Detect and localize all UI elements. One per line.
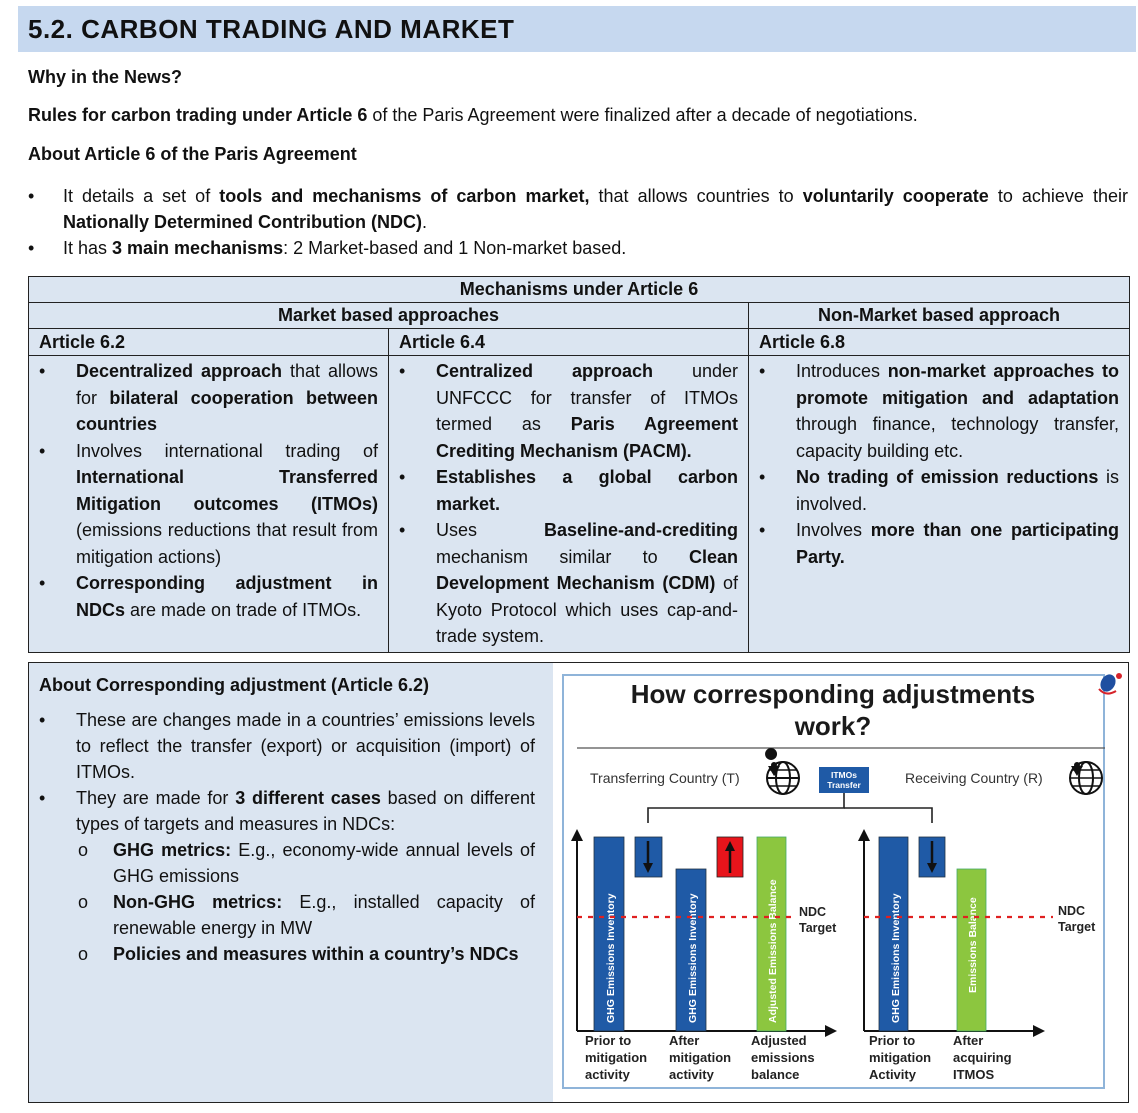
- list-item: • Decentralized approach that allows for bilateral cooperation between countries: [39, 358, 378, 438]
- bullet-icon: •: [399, 520, 406, 540]
- list-item: • No trading of emission reductions is involved.: [759, 464, 1119, 517]
- bullet-icon: •: [39, 710, 46, 730]
- circle-bullet-icon: o: [78, 840, 89, 860]
- bullet-icon: •: [759, 361, 766, 381]
- ca-text-panel: [29, 663, 553, 1102]
- article-6-4-cell: [389, 356, 749, 653]
- figure-title-line1: How corresponding adjustments: [630, 679, 1036, 709]
- ndc-label-right-2: Target: [1058, 920, 1096, 934]
- xlabel-l2-1: Adjusted: [751, 1033, 807, 1048]
- ndc-label-left-2: Target: [799, 921, 837, 935]
- sub-list-item: o GHG metrics: E.g., economy-wide annual levels of GHG emissions: [39, 837, 535, 889]
- bullet-icon: •: [39, 573, 46, 593]
- xlabel-r1-1: After: [953, 1033, 984, 1048]
- about-bullet: • It details a set of tools and mechanisms of carbon market, that allows countries to voluntarily cooperate to achieve their Nationally Determined Contribution (NDC).: [28, 183, 1128, 235]
- ndc-label-left-1: NDC: [799, 905, 827, 919]
- xlabel-r0-3: Activity: [869, 1067, 916, 1082]
- bar-emissions-balance-label: Emissions Balance: [967, 897, 979, 993]
- list-item: • Uses Baseline-and-crediting mechanism similar to Clean Development Mechanism (CDM) of Kyoto Protocol which uses cap-and-trade system.: [399, 517, 738, 650]
- globe-pin-icon-transferring: [765, 748, 799, 794]
- article-6-8-cell: [749, 356, 1130, 653]
- bullet-icon: •: [759, 520, 766, 540]
- bar-after-ghg-label: GHG Emissions Inventory: [687, 893, 699, 1023]
- list-item: • Involves more than one participating Party.: [759, 517, 1119, 570]
- list-item: • Corresponding adjustment in NDCs are made on trade of ITMOs.: [39, 570, 378, 623]
- xlabel-l1-1: After: [669, 1033, 700, 1048]
- market-header: Market based approaches: [29, 303, 749, 329]
- why-heading: Why in the News?: [28, 67, 183, 87]
- ndc-label-right-1: NDC: [1058, 904, 1086, 918]
- bullet-icon: •: [28, 186, 35, 206]
- transferring-country-label: Transferring Country (T): [590, 770, 740, 786]
- news-rest: of the Paris Agreement were finalized after a decade of negotiations.: [367, 105, 918, 125]
- ca-list: [39, 707, 535, 967]
- about-heading: About Article 6 of the Paris Agreement: [28, 144, 357, 164]
- xlabel-l2-3: balance: [751, 1067, 800, 1082]
- left-x-arrow-icon: [825, 1025, 837, 1037]
- sub-list-item: o Policies and measures within a country’s NDCs: [39, 941, 535, 967]
- table-title: Mechanisms under Article 6: [29, 277, 1130, 303]
- itmos-label-2: Transfer: [827, 780, 861, 790]
- bar-right-prior-label: GHG Emissions Inventory: [890, 893, 902, 1023]
- bullet-icon: •: [39, 788, 46, 808]
- list-item: • These are changes made in a countries’ emissions levels to reflect the transfer (export) or acquisition (import) of ITMOs.: [39, 707, 535, 785]
- xlabel-l2-2: emissions: [751, 1050, 815, 1065]
- list-item: • They are made for 3 different cases based on different types of targets and measures in NDCs:: [39, 785, 535, 837]
- nonmarket-header: Non-Market based approach: [749, 303, 1130, 329]
- xlabel-l0-1: Prior to: [585, 1033, 632, 1048]
- receiving-country-label: Receiving Country (R): [905, 770, 1043, 786]
- xlabel-l1-3: activity: [669, 1067, 714, 1082]
- article-6-2-cell: [29, 356, 389, 653]
- transfer-connector-right: [844, 808, 932, 823]
- left-y-arrow-icon: [571, 829, 583, 841]
- transfer-connector-left: [648, 793, 844, 823]
- circle-bullet-icon: o: [78, 944, 89, 964]
- circle-bullet-icon: o: [78, 892, 89, 912]
- list-item: • Involves international trading of International Transferred Mitigation outcomes (ITMOs) (emissions reductions that result from mitigation actions): [39, 438, 378, 571]
- about-bullet: • It has 3 main mechanisms: 2 Market-based and 1 Non-market based.: [28, 235, 1128, 261]
- bar-prior-ghg-label: GHG Emissions Inventory: [605, 893, 617, 1023]
- xlabel-r1-3: ITMOS: [953, 1067, 995, 1082]
- xlabel-l0-3: activity: [585, 1067, 630, 1082]
- bullet-icon: •: [39, 361, 46, 381]
- news-bold: Rules for carbon trading under Article 6: [28, 105, 368, 125]
- list-item: • Introduces non-market approaches to promote mitigation and adaptation through finance, technology transfer, capacity building etc.: [759, 358, 1119, 464]
- news-text: [28, 105, 918, 126]
- bullet-icon: •: [759, 467, 766, 487]
- figure-title-line2: work?: [794, 711, 872, 741]
- xlabel-l1-2: mitigation: [669, 1050, 732, 1065]
- xlabel-l0-2: mitigation: [585, 1050, 648, 1065]
- list-item: • Centralized approach under UNFCCC for transfer of ITMOs termed as Paris Agreement Crediting Mechanism (PACM).: [399, 358, 738, 464]
- corresponding-adjustments-figure: [553, 663, 1128, 1102]
- article-6-8-header: Article 6.8: [749, 329, 1130, 356]
- article-6-4-header: Article 6.4: [389, 329, 749, 356]
- right-x-arrow-icon: [1033, 1025, 1045, 1037]
- ca-heading: About Corresponding adjustment (Article 6.2): [39, 675, 430, 695]
- xlabel-r1-2: acquiring: [953, 1050, 1012, 1065]
- mechanisms-table: [28, 276, 1130, 653]
- bar-adjusted-label: Adjusted Emissions Balance: [767, 879, 779, 1023]
- section-title-bar: [18, 6, 1136, 52]
- itmos-label-1: ITMOs: [831, 770, 857, 780]
- bullet-icon: •: [28, 238, 35, 258]
- bullet-icon: •: [399, 467, 406, 487]
- xlabel-r0-1: Prior to: [869, 1033, 916, 1048]
- section-title: 5.2. CARBON TRADING AND MARKET: [28, 14, 515, 44]
- article-6-2-header: Article 6.2: [29, 329, 389, 356]
- list-item: • Establishes a global carbon market.: [399, 464, 738, 517]
- right-y-arrow-icon: [858, 829, 870, 841]
- globe-pin-icon-receiving: [1070, 762, 1102, 794]
- xlabel-r0-2: mitigation: [869, 1050, 932, 1065]
- about-bullets: [28, 183, 1128, 261]
- corresponding-adjustment-box: [28, 662, 1129, 1103]
- sub-list-item: o Non-GHG metrics: E.g., installed capacity of renewable energy in MW: [39, 889, 535, 941]
- bullet-icon: •: [39, 440, 46, 461]
- bullet-icon: •: [399, 361, 406, 381]
